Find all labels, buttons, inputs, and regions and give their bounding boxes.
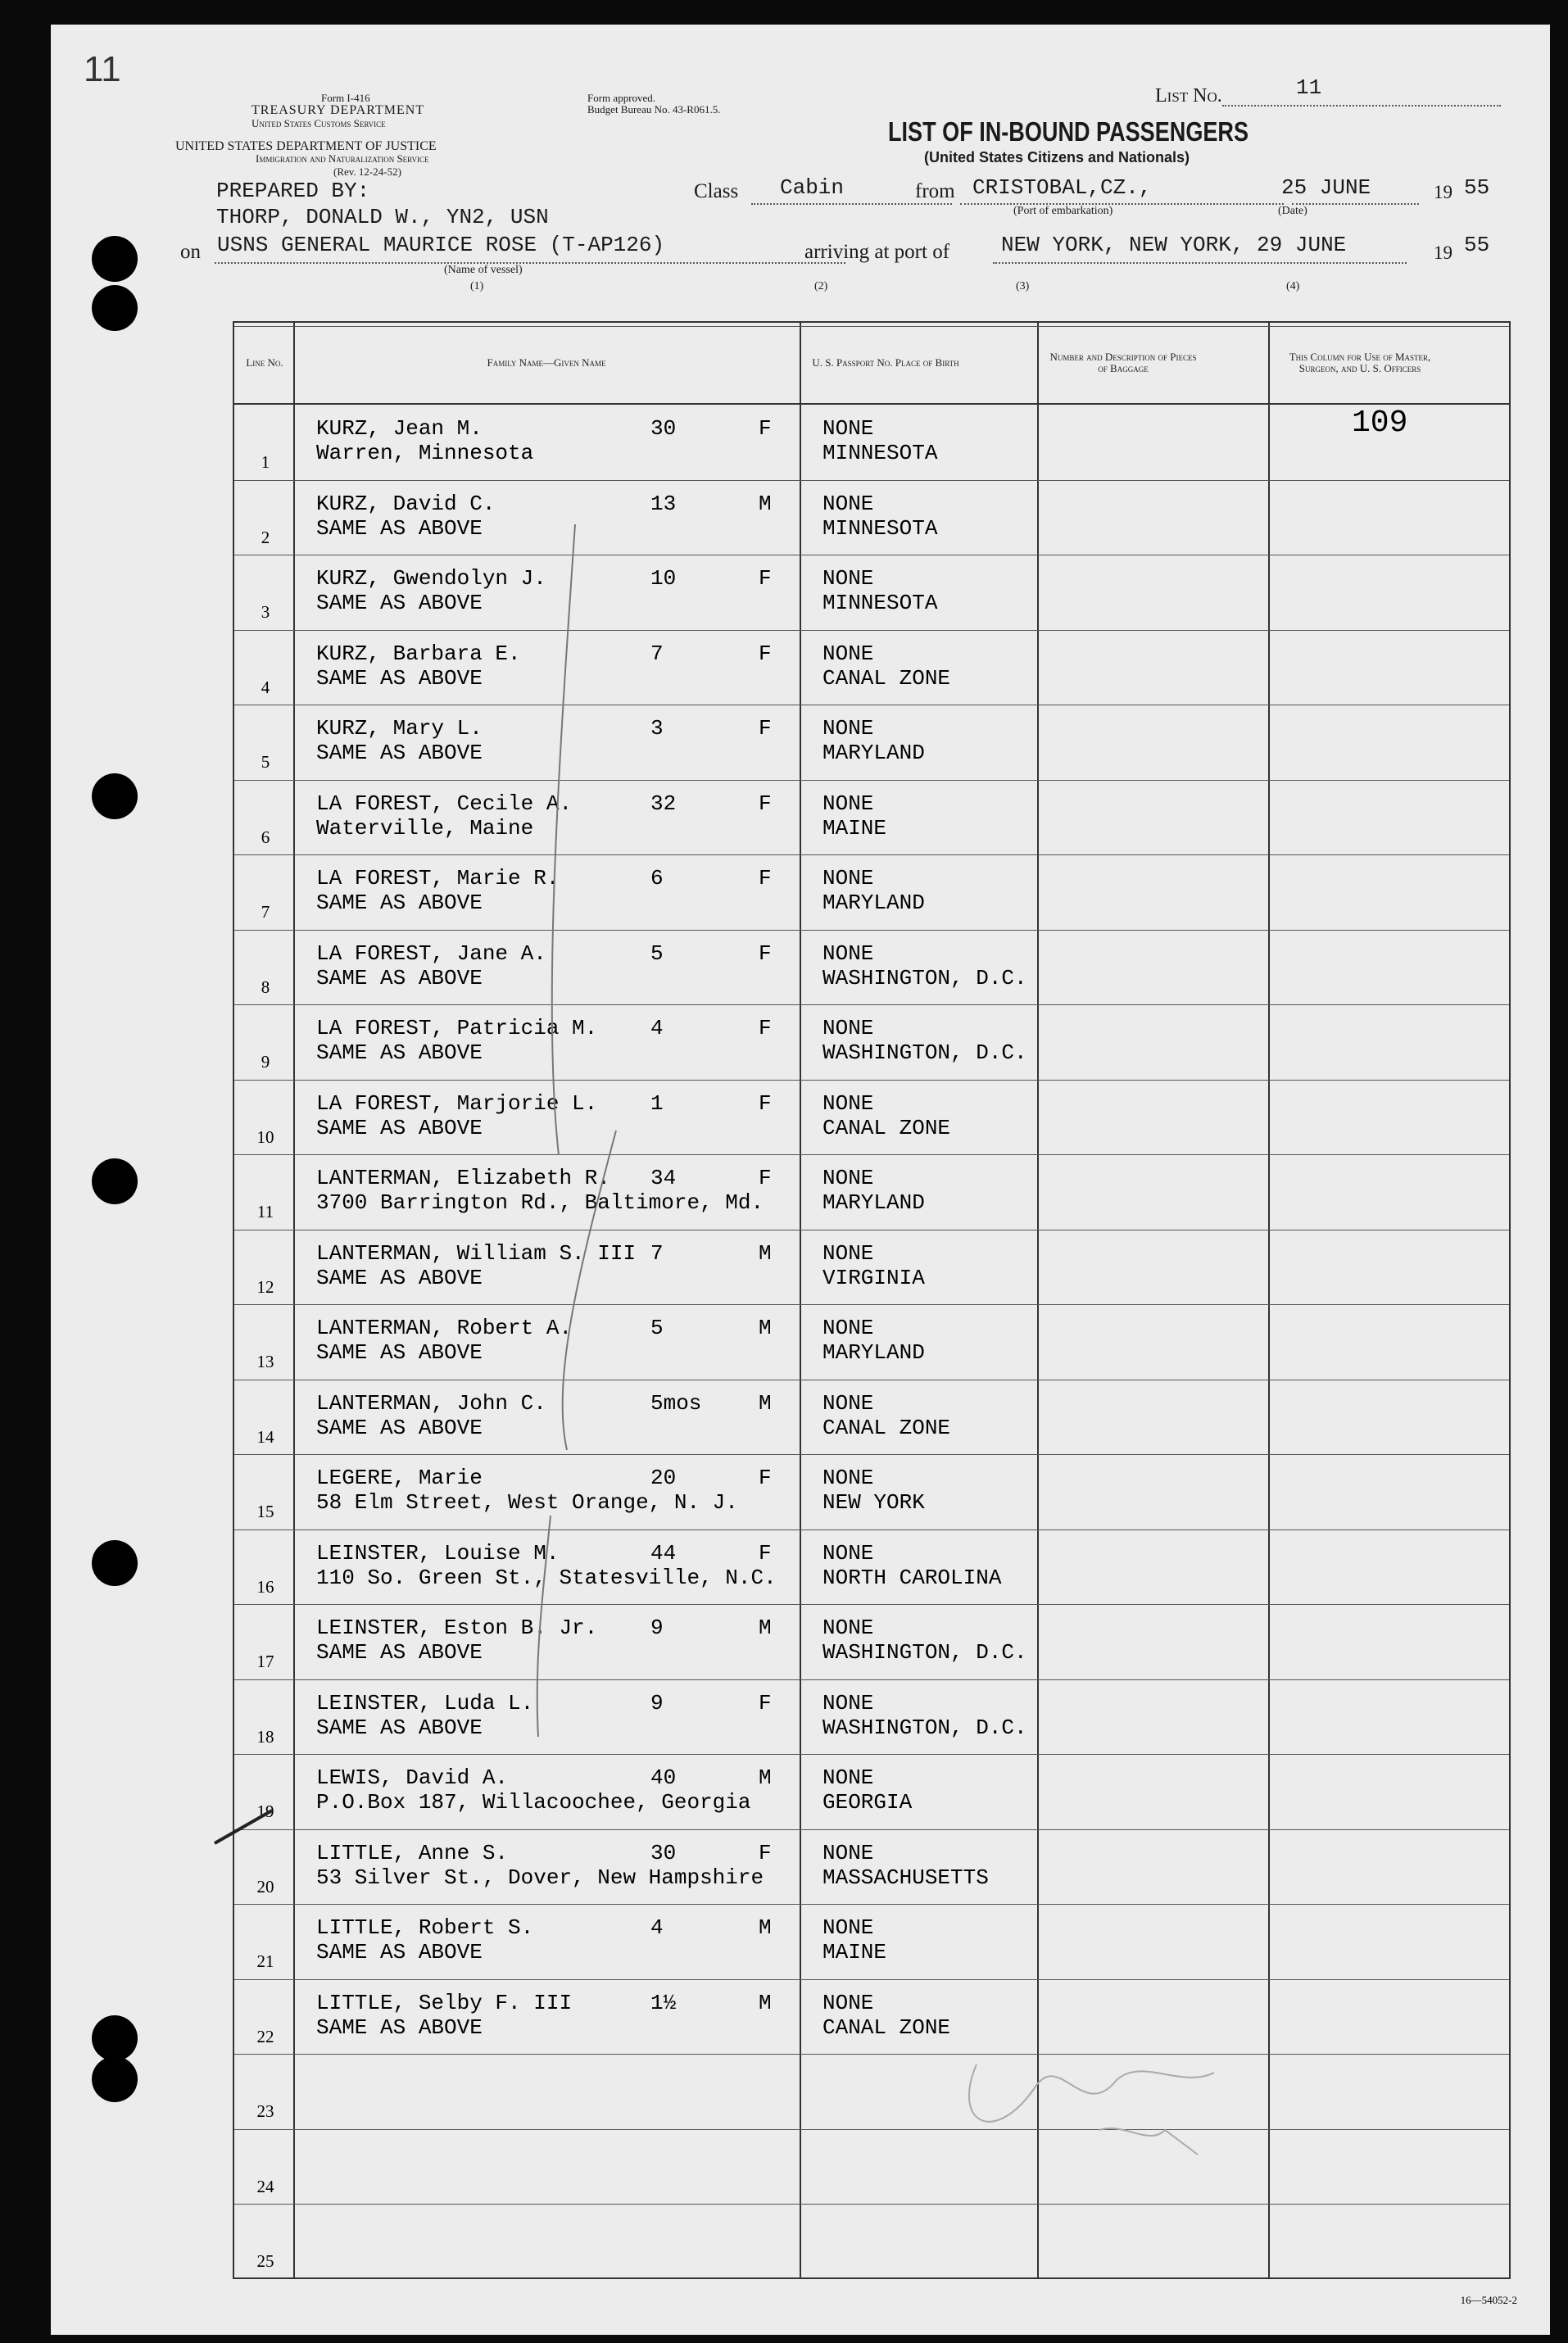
passenger-sex: F xyxy=(759,716,772,741)
passenger-sex: F xyxy=(759,641,772,666)
place-of-birth: NEW YORK xyxy=(823,1490,925,1515)
class-label: Class xyxy=(694,180,739,202)
document-page xyxy=(51,25,1550,2335)
passenger-table xyxy=(233,321,1511,2279)
line-number: 20 xyxy=(256,1876,274,1897)
punch-hole xyxy=(92,236,138,282)
passenger-sex: M xyxy=(759,1240,772,1266)
passport-number: NONE xyxy=(823,1840,874,1865)
table-row xyxy=(234,705,1509,780)
port-embarkation-caption: (Port of embarkation) xyxy=(1013,205,1113,217)
passenger-sex: M xyxy=(759,1990,772,2015)
passenger-name: KURZ, Gwendolyn J. xyxy=(316,566,546,591)
passport-number: NONE xyxy=(823,1316,874,1340)
passport-number: NONE xyxy=(823,1016,874,1040)
line-number: 8 xyxy=(261,977,270,997)
passenger-name: LITTLE, Anne S. xyxy=(316,1840,509,1865)
col-num-3: (3) xyxy=(1016,280,1030,292)
passport-number: NONE xyxy=(823,1915,874,1940)
col-header-name: Family Name—Given Name xyxy=(487,356,606,369)
passenger-address: 53 Silver St., Dover, New Hampshire xyxy=(316,1865,764,1890)
table-row xyxy=(234,405,1509,480)
passenger-name: KURZ, Barbara E. xyxy=(316,641,521,666)
officer-note: 109 xyxy=(1352,406,1408,441)
passenger-sex: M xyxy=(759,1316,772,1340)
passenger-name: KURZ, David C. xyxy=(316,491,496,516)
place-of-birth: MARYLAND xyxy=(823,891,925,915)
passport-number: NONE xyxy=(823,1765,874,1790)
place-of-birth: MARYLAND xyxy=(823,1190,925,1215)
line-number: 21 xyxy=(256,1951,274,1971)
passenger-sex: M xyxy=(759,1765,772,1790)
table-row xyxy=(234,1679,1509,1755)
table-row xyxy=(234,1530,1509,1605)
page-title: LIST OF IN-BOUND PASSENGERS xyxy=(888,116,1249,147)
line-number: 25 xyxy=(256,2251,274,2271)
line-number: 24 xyxy=(256,2176,274,2196)
passenger-sex: F xyxy=(759,566,772,591)
passenger-age: 30 xyxy=(650,416,677,441)
passenger-age: 3 xyxy=(650,716,664,741)
passenger-sex: F xyxy=(759,1090,772,1116)
line-number: 22 xyxy=(256,2026,274,2046)
line-number: 19 xyxy=(256,1801,274,1821)
passport-number: NONE xyxy=(823,1390,874,1416)
line-number: 14 xyxy=(256,1426,274,1447)
form-approved: Form approved. xyxy=(587,92,656,104)
table-row xyxy=(234,1754,1509,1829)
passenger-address: SAME AS ABOVE xyxy=(316,741,483,765)
passenger-address: 3700 Barrington Rd., Baltimore, Md. xyxy=(316,1190,764,1215)
customs-service: United States Customs Service xyxy=(252,117,386,129)
passport-number: NONE xyxy=(823,716,874,741)
passport-number: NONE xyxy=(823,641,874,666)
passenger-name: LANTERMAN, Robert A. xyxy=(316,1316,573,1340)
passport-number: NONE xyxy=(823,1466,874,1490)
col-header-line-no: Line No. xyxy=(246,356,283,369)
treasury-dept: TREASURY DEPARTMENT xyxy=(252,103,425,117)
punch-hole xyxy=(92,1158,138,1204)
table-row xyxy=(234,1304,1509,1380)
arrival-port: NEW YORK, NEW YORK, 29 JUNE xyxy=(1001,233,1347,257)
passenger-name: LANTERMAN, John C. xyxy=(316,1390,546,1416)
passenger-address: SAME AS ABOVE xyxy=(316,1640,483,1665)
passport-number: NONE xyxy=(823,566,874,591)
table-row xyxy=(234,480,1509,555)
place-of-birth: GEORGIA xyxy=(823,1790,913,1815)
class-value: Cabin xyxy=(780,175,845,200)
punch-hole xyxy=(92,773,138,819)
line-number: 5 xyxy=(261,752,270,772)
passenger-name: LANTERMAN, Elizabeth R. xyxy=(316,1166,610,1190)
col-num-1: (1) xyxy=(470,280,484,292)
margin-mark: 11 xyxy=(84,49,121,89)
arrival-year-prefix: 19 xyxy=(1434,242,1452,263)
port-of-embarkation: CRISTOBAL,CZ., xyxy=(972,175,1152,200)
passenger-address: SAME AS ABOVE xyxy=(316,1415,483,1440)
passenger-address: SAME AS ABOVE xyxy=(316,1940,483,1965)
passenger-age: 7 xyxy=(650,1240,664,1266)
place-of-birth: MASSACHUSETTS xyxy=(823,1865,989,1890)
passenger-age: 1½ xyxy=(650,1990,677,2015)
passenger-age: 4 xyxy=(650,1016,664,1040)
passport-number: NONE xyxy=(823,1166,874,1190)
passenger-name: LA FOREST, Cecile A. xyxy=(316,791,573,816)
passenger-name: LEWIS, David A. xyxy=(316,1765,509,1790)
place-of-birth: CANAL ZONE xyxy=(823,665,951,691)
table-row xyxy=(234,1604,1509,1679)
prepared-by-value: THORP, DONALD W., YN2, USN xyxy=(216,205,549,229)
passenger-address: SAME AS ABOVE xyxy=(316,591,483,615)
passport-number: NONE xyxy=(823,1240,874,1266)
passport-number: NONE xyxy=(823,1690,874,1715)
list-no-label: List No. xyxy=(1155,85,1222,106)
line-number: 12 xyxy=(256,1276,274,1297)
passenger-sex: M xyxy=(759,1390,772,1416)
passenger-address: SAME AS ABOVE xyxy=(316,1040,483,1065)
passenger-address: SAME AS ABOVE xyxy=(316,1340,483,1365)
line-number: 9 xyxy=(261,1052,270,1072)
table-row xyxy=(234,930,1509,1005)
passenger-name: LA FOREST, Jane A. xyxy=(316,940,546,966)
table-row xyxy=(234,1904,1509,1979)
passport-number: NONE xyxy=(823,940,874,966)
passenger-name: LITTLE, Robert S. xyxy=(316,1915,534,1940)
passenger-age: 6 xyxy=(650,866,664,891)
passport-number: NONE xyxy=(823,416,874,441)
passenger-sex: F xyxy=(759,791,772,816)
passenger-address: 58 Elm Street, West Orange, N. J. xyxy=(316,1490,738,1515)
table-row xyxy=(234,1979,1509,2055)
line-number: 7 xyxy=(261,902,270,922)
passenger-name: LEINSTER, Louise M. xyxy=(316,1540,560,1566)
table-row xyxy=(234,1380,1509,1455)
place-of-birth: MINNESOTA xyxy=(823,515,938,541)
passport-number: NONE xyxy=(823,866,874,891)
col-header-baggage: Number and Description of Pieces of Baggage xyxy=(1049,351,1197,374)
passport-number: NONE xyxy=(823,491,874,516)
form-number: Form I-416 xyxy=(321,92,370,104)
passport-number: NONE xyxy=(823,791,874,816)
place-of-birth: WASHINGTON, D.C. xyxy=(823,965,1027,990)
place-of-birth: CANAL ZONE xyxy=(823,1115,951,1140)
passenger-sex: F xyxy=(759,1540,772,1566)
passenger-age: 30 xyxy=(650,1840,677,1865)
table-row xyxy=(234,854,1509,930)
table-row xyxy=(234,1829,1509,1905)
embark-date: 25 JUNE xyxy=(1281,175,1371,200)
passenger-address: SAME AS ABOVE xyxy=(316,1715,483,1740)
place-of-birth: MARYLAND xyxy=(823,741,925,765)
passenger-age: 5 xyxy=(650,1316,664,1340)
line-number: 2 xyxy=(261,527,270,547)
table-row xyxy=(234,2054,1509,2129)
table-row xyxy=(234,1004,1509,1080)
passenger-address: SAME AS ABOVE xyxy=(316,665,483,691)
punch-hole xyxy=(92,2015,138,2061)
place-of-birth: CANAL ZONE xyxy=(823,1415,951,1440)
on-label: on xyxy=(180,241,201,263)
list-number: 11 xyxy=(1296,75,1322,100)
passenger-sex: F xyxy=(759,416,772,441)
passenger-age: 5 xyxy=(650,940,664,966)
passenger-name: LA FOREST, Marie R. xyxy=(316,866,560,891)
punch-hole xyxy=(92,2056,138,2102)
passenger-address: SAME AS ABOVE xyxy=(316,965,483,990)
place-of-birth: MINNESOTA xyxy=(823,441,938,465)
passenger-name: LANTERMAN, William S. III xyxy=(316,1240,637,1266)
passenger-address: SAME AS ABOVE xyxy=(316,891,483,915)
passenger-age: 1 xyxy=(650,1090,664,1116)
passenger-age: 32 xyxy=(650,791,677,816)
date-caption: (Date) xyxy=(1278,205,1307,217)
place-of-birth: MINNESOTA xyxy=(823,591,938,615)
passport-number: NONE xyxy=(823,1090,874,1116)
passenger-age: 13 xyxy=(650,491,677,516)
passenger-age: 10 xyxy=(650,566,677,591)
place-of-birth: WASHINGTON, D.C. xyxy=(823,1715,1027,1740)
table-row xyxy=(234,2129,1509,2205)
passenger-name: LITTLE, Selby F. III xyxy=(316,1990,573,2015)
punch-hole xyxy=(92,1540,138,1586)
line-number: 4 xyxy=(261,677,270,697)
passport-number: NONE xyxy=(823,1990,874,2015)
passenger-sex: F xyxy=(759,1466,772,1490)
ins-service: Immigration and Naturalization Service xyxy=(256,152,429,165)
passenger-age: 4 xyxy=(650,1915,664,1940)
table-row xyxy=(234,1230,1509,1305)
line-number: 1 xyxy=(261,452,270,472)
place-of-birth: NORTH CAROLINA xyxy=(823,1565,1002,1590)
passenger-sex: F xyxy=(759,1690,772,1715)
passenger-age: 44 xyxy=(650,1540,677,1566)
passenger-age: 34 xyxy=(650,1166,677,1190)
passenger-age: 9 xyxy=(650,1616,664,1640)
line-number: 6 xyxy=(261,827,270,847)
year-prefix: 19 xyxy=(1434,182,1452,202)
from-label: from xyxy=(915,180,955,202)
passenger-name: LEGERE, Marie xyxy=(316,1466,483,1490)
passenger-name: LEINSTER, Eston B. Jr. xyxy=(316,1616,598,1640)
footer-code: 16—54052-2 xyxy=(1460,2294,1517,2306)
passenger-address: SAME AS ABOVE xyxy=(316,1265,483,1290)
revision-date: (Rev. 12-24-52) xyxy=(333,165,401,178)
col-num-4: (4) xyxy=(1286,280,1300,292)
line-number: 3 xyxy=(261,602,270,622)
table-row xyxy=(234,1080,1509,1155)
budget-bureau: Budget Bureau No. 43-R061.5. xyxy=(587,103,721,116)
table-row xyxy=(234,555,1509,630)
vessel-caption: (Name of vessel) xyxy=(444,264,523,276)
passenger-address: P.O.Box 187, Willacoochee, Georgia xyxy=(316,1790,751,1815)
passenger-name: LA FOREST, Marjorie L. xyxy=(316,1090,598,1116)
line-number: 11 xyxy=(256,1202,274,1221)
line-number: 17 xyxy=(256,1652,274,1671)
passenger-address: 110 So. Green St., Statesville, N.C. xyxy=(316,1565,777,1590)
table-row xyxy=(234,630,1509,705)
justice-dept: UNITED STATES DEPARTMENT OF JUSTICE xyxy=(175,139,437,153)
place-of-birth: MARYLAND xyxy=(823,1340,925,1365)
passenger-name: LA FOREST, Patricia M. xyxy=(316,1016,598,1040)
passport-number: NONE xyxy=(823,1616,874,1640)
table-row xyxy=(234,1154,1509,1230)
table-row xyxy=(234,780,1509,855)
passenger-sex: F xyxy=(759,1166,772,1190)
line-number: 15 xyxy=(256,1502,274,1521)
line-number: 10 xyxy=(256,1126,274,1147)
place-of-birth: VIRGINIA xyxy=(823,1265,925,1290)
passenger-address: Warren, Minnesota xyxy=(316,441,534,465)
col-header-officers: This Column for Use of Master, Surgeon, and U. S. Officers xyxy=(1289,351,1431,374)
passenger-sex: F xyxy=(759,1840,772,1865)
line-number: 16 xyxy=(256,1576,274,1597)
passenger-age: 7 xyxy=(650,641,664,666)
passenger-address: Waterville, Maine xyxy=(316,815,534,841)
year-suffix: 55 xyxy=(1464,175,1490,200)
passenger-sex: F xyxy=(759,866,772,891)
place-of-birth: WASHINGTON, D.C. xyxy=(823,1640,1027,1665)
punch-hole xyxy=(92,285,138,331)
passenger-address: SAME AS ABOVE xyxy=(316,2014,483,2040)
passenger-sex: M xyxy=(759,491,772,516)
passenger-sex: M xyxy=(759,1915,772,1940)
passenger-sex: F xyxy=(759,940,772,966)
passenger-age: 40 xyxy=(650,1765,677,1790)
passenger-age: 5mos xyxy=(650,1390,702,1416)
table-row xyxy=(234,2204,1509,2279)
passenger-name: LEINSTER, Luda L. xyxy=(316,1690,534,1715)
passenger-address: SAME AS ABOVE xyxy=(316,515,483,541)
arriving-label: arriving at port of xyxy=(804,241,950,263)
col-header-passport: U. S. Passport No. Place of Birth xyxy=(812,356,959,369)
arrival-year-suffix: 55 xyxy=(1464,233,1490,257)
place-of-birth: MAINE xyxy=(823,815,887,841)
line-number: 13 xyxy=(256,1352,274,1371)
col-num-2: (2) xyxy=(814,280,828,292)
passenger-age: 9 xyxy=(650,1690,664,1715)
prepared-by-label: PREPARED BY: xyxy=(216,179,370,203)
place-of-birth: MAINE xyxy=(823,1940,887,1965)
passenger-sex: M xyxy=(759,1616,772,1640)
passenger-address: SAME AS ABOVE xyxy=(316,1115,483,1140)
place-of-birth: WASHINGTON, D.C. xyxy=(823,1040,1027,1065)
place-of-birth: CANAL ZONE xyxy=(823,2014,951,2040)
vessel-name: USNS GENERAL MAURICE ROSE (T-AP126) xyxy=(217,233,665,257)
passenger-age: 20 xyxy=(650,1466,677,1490)
line-number: 23 xyxy=(256,2101,274,2121)
passenger-name: KURZ, Jean M. xyxy=(316,416,483,441)
table-row xyxy=(234,1454,1509,1530)
page-subtitle: (United States Citizens and Nationals) xyxy=(924,149,1190,165)
passport-number: NONE xyxy=(823,1540,874,1566)
passenger-name: KURZ, Mary L. xyxy=(316,716,483,741)
passenger-sex: F xyxy=(759,1016,772,1040)
line-number: 18 xyxy=(256,1726,274,1747)
